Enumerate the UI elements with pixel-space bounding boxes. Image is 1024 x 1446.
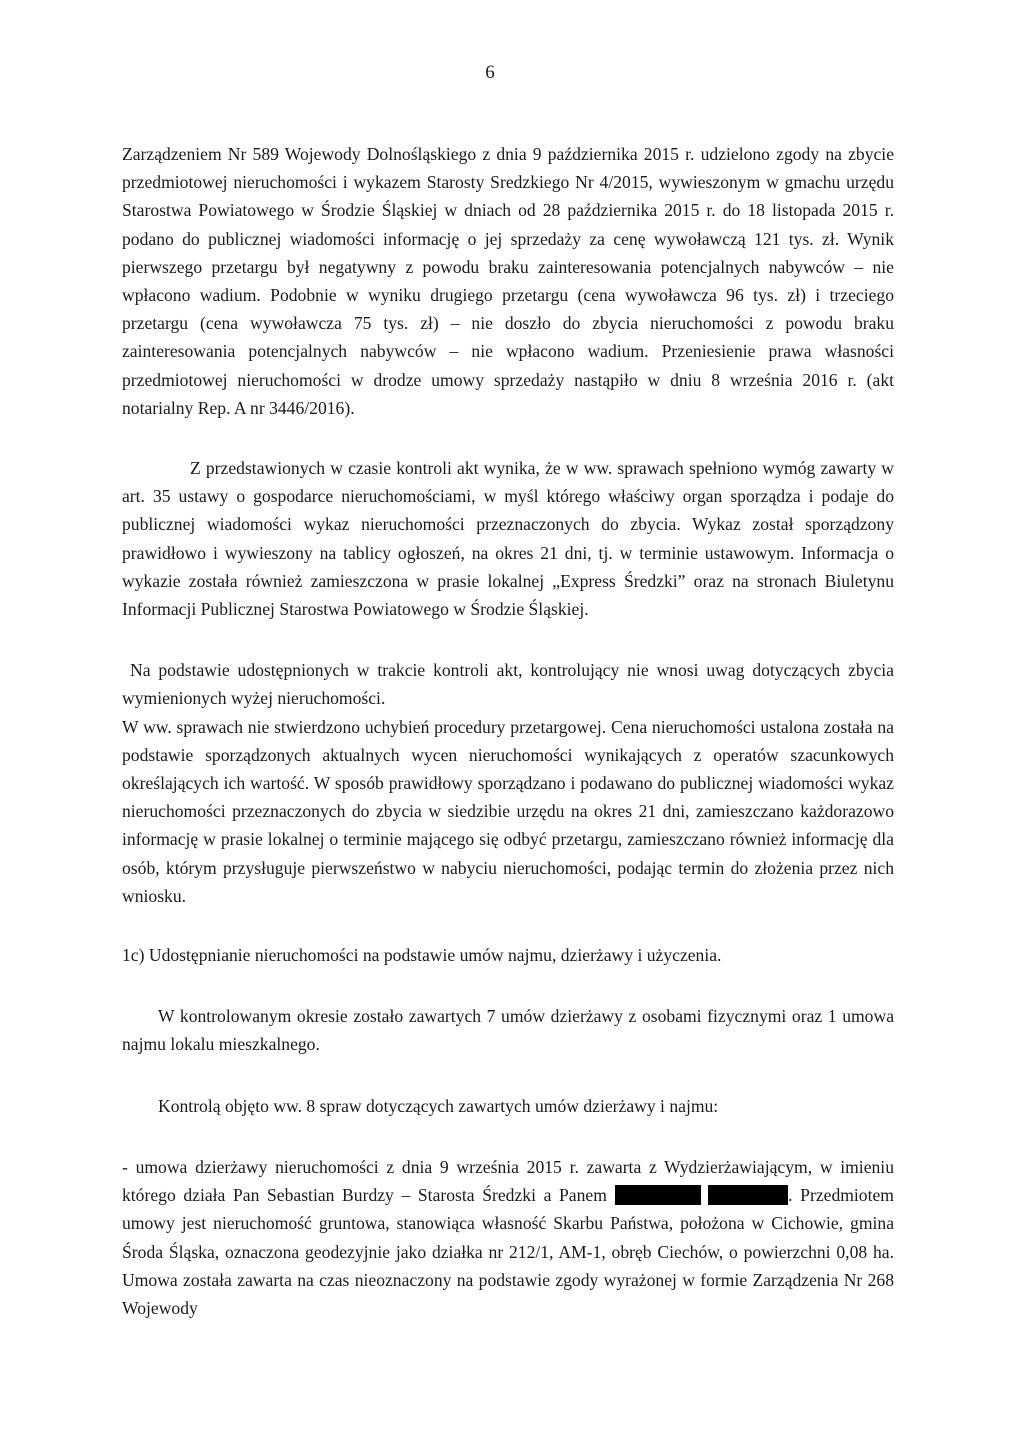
paragraph-control-findings: Z przedstawionych w czasie kontroli akt wynika, że w ww. sprawach spełniono wymóg zawarty w art. 35 ustawy o gospodarce nieruchomościami, w myśl którego właściwy organ sporządza i podaje do publicznej wiadomości wykaz nieruchomości przeznaczonych do zbycia. Wykaz został sporządzony prawidłowo i wywieszony na tablicy ogłoszeń, na okres 21 dni, tj. w terminie ustawowym. Informacja o wykazie została również zamieszczona w prasie lokalnej „Express Średzki” oraz na stronach Biuletynu Informacji Publicznej Starostwa Powiatowego w Środzie Śląskiej. <box>122 458 894 620</box>
document-body <box>122 140 894 1322</box>
lease-item-end: . Przedmiotem umowy jest nieruchomość gruntowa, stanowiąca własność Skarbu Państwa, położona w Cichowie, gmina Środa Śląska, oznaczona geodezyjnie jako działka nr 212/1, AM-1, obręb Ciechów, o powierzchni 0,08 ha. Umowa została zawarta na czas nieoznaczony na podstawie zgody wyrażonej w formie Zarządzenia Nr 268 Wojewody <box>122 1185 894 1318</box>
section-heading-1c: 1c) Udostępnianie nieruchomości na podstawie umów najmu, dzierżawy i użyczenia. <box>122 945 722 966</box>
paragraph-no-remarks: Na podstawie udostępnionych w trakcie kontroli akt, kontrolujący nie wnosi uwag dotyczących zbycia wymienionych wyżej nieruchomości. <box>122 660 894 709</box>
list-item-lease-agreement <box>122 1153 894 1322</box>
paragraph-contracts-count: W kontrolowanym okresie zostało zawartych 7 umów dzierżawy z osobami fizycznymi oraz 1 umowa najmu lokalu mieszkalnego. <box>122 1006 894 1055</box>
redaction-block <box>615 1185 701 1205</box>
paragraph-sale-history: Zarządzeniem Nr 589 Wojewody Dolnośląskiego z dnia 9 października 2015 r. udzielono zgody na zbycie przedmiotowej nieruchomości i wykazem Starosty Sredzkiego Nr 4/2015, wywieszonym w gmachu urzędu Starostwa Powiatowego w Środzie Śląskiej w dniach od 28 października 2015 r. do 18 listopada 2015 r. podano do publicznej wiadomości informację o jej sprzedaży za cenę wywoławczą 121 tys. zł. Wynik pierwszego przetargu był negatywny z powodu braku zainteresowania potencjalnych nabywców – nie wpłacono wadium. Podobnie w wyniku drugiego przetargu (cena wywoławcza 96 tys. zł) i trzeciego przetargu (cena wywoławcza 75 tys. zł) – nie doszło do zbycia nieruchomości z powodu braku zainteresowania potencjalnych nabywców – nie wpłacono wadium. Przeniesienie prawa własności przedmiotowej nieruchomości w drodze umowy sprzedaży nastąpiło w dniu 8 września 2016 r. (akt notarialny Rep. A nr 3446/2016). <box>122 144 894 418</box>
lease-item-start: - umowa dzierżawy nieruchomości z dnia 9 września 2015 r. zawarta z Wydzierżawiającym, w imieniu którego działa Pan Sebastian Burdzy – Starosta Średzki a Panem <box>122 1156 894 1206</box>
page-number: 6 <box>485 62 495 83</box>
paragraph-procedure-assessment: W ww. sprawach nie stwierdzono uchybień procedury przetargowej. Cena nieruchomości ustalona została na podstawie sporządzonych aktualnych wycen nieruchomości wynikających z operatów szacunkowych określających ich wartość. W sposób prawidłowy sporządzano i podawano do publicznej wiadomości wykaz nieruchomości przeznaczonych do zbycia w siedzibie urzędu na okres 21 dni, zamieszczano każdorazowo informację w prasie lokalnej o terminie mającego się odbyć przetargu, zamieszczano również informację dla osób, którym przysługuje pierwszeństwo w nabyciu nieruchomości, podając termin do złożenia przez nich wniosku. <box>122 716 894 906</box>
redaction-block <box>708 1185 788 1205</box>
paragraph-scope-of-control: Kontrolą objęto ww. 8 spraw dotyczących zawartych umów dzierżawy i najmu: <box>158 1095 719 1116</box>
